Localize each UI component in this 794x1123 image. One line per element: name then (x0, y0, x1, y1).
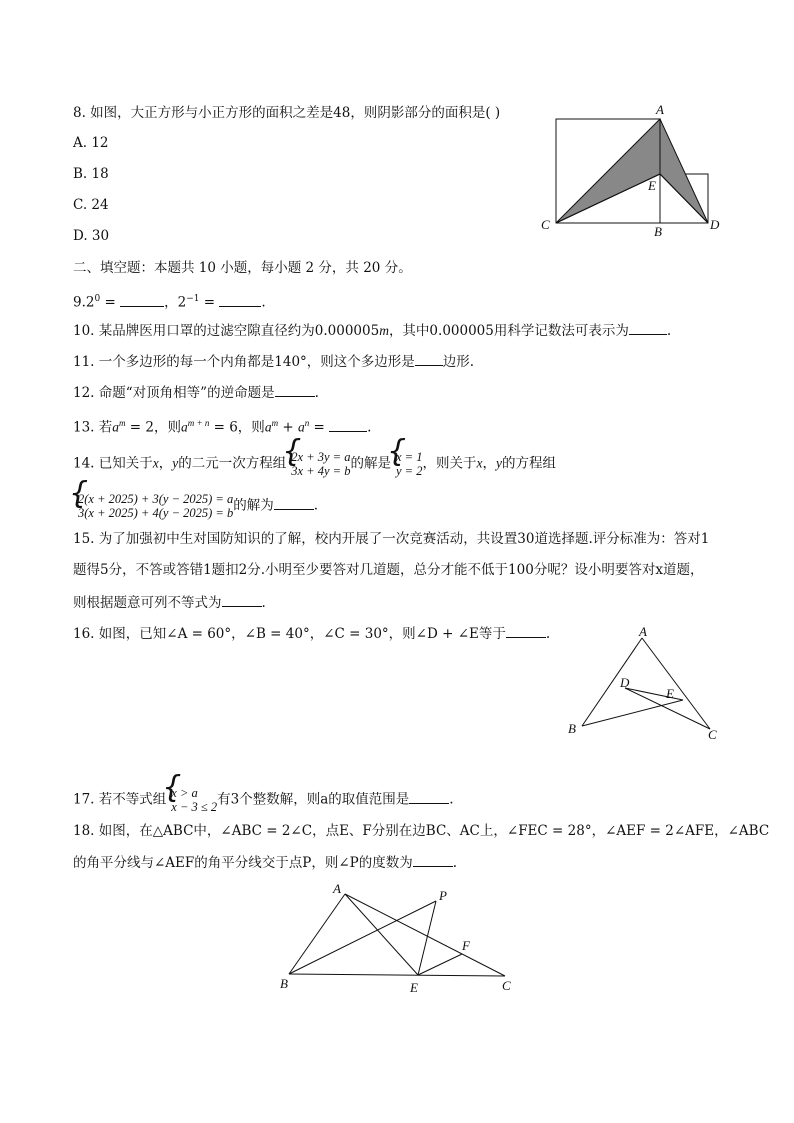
q14-y: y (172, 455, 179, 471)
q8-option-c: C. 24 (73, 197, 109, 213)
q13-a4: a (297, 419, 305, 435)
q13-p6: + (278, 419, 298, 436)
q13-a2: a (181, 419, 188, 435)
q18-end: . (452, 855, 458, 871)
q8-option-b: B. 18 (73, 166, 109, 182)
q13-a1: a (112, 419, 120, 435)
q14-sys1-line2: 3x + 4y = b (291, 464, 351, 478)
q18-line2 (73, 853, 457, 872)
q17-sys-line2: x − 3 ≤ 2 (171, 800, 218, 814)
q16-blank[interactable] (506, 624, 546, 638)
q17-blank[interactable] (409, 790, 449, 804)
q14-line2 (73, 492, 318, 520)
q16-label-d: D (620, 675, 630, 690)
q11-rest: 边形. (442, 354, 475, 370)
q16-label-e: E (666, 686, 674, 701)
q16-label-c: C (708, 727, 717, 742)
q11-text: 11. 一个多边形的每一个内角都是140°，则这个多边形是 (73, 354, 415, 370)
q9-eq-a: = (100, 294, 121, 311)
q14-y-2: y (495, 455, 502, 471)
q15-blank[interactable] (222, 593, 262, 607)
q14-pre: 14. 已知关于 (73, 455, 153, 472)
q13 (73, 414, 371, 437)
q12-end: . (314, 385, 319, 401)
q17-sys-line1: { x > a (171, 786, 198, 800)
q18-line2-text: 的角平分线与∠AEF的角平分线交于点P，则∠P的度数为 (73, 855, 413, 871)
q16-figure (560, 622, 730, 747)
q18-blank[interactable] (413, 853, 453, 867)
q9-num: 9. (73, 294, 86, 311)
q14-x: x (152, 455, 159, 471)
q15-line1: 15. 为了加强初中生对国防知识的了解，校内开展了一次竞赛活动，共设置30道选择题.评分标准为：答对1 (73, 531, 710, 547)
q14-system-2 (391, 450, 422, 478)
q16 (73, 624, 550, 643)
section-2-title: 二、填空题：本题共 10 小题，每小题 2 分，共 20 分。 (73, 260, 412, 276)
q16-text: 16. 如图，已知∠A = 60°，∠B = 40°，∠C = 30°，则∠D + ∠E等于 (73, 626, 506, 642)
q14-system-1 (286, 450, 350, 478)
q9-base-a: 2 (85, 294, 95, 311)
q14-blank[interactable] (274, 496, 314, 510)
q18-line1: 18. 如图，在△ABC中，∠ABC = 2∠C，点E、F分别在边BC、AC上，∠FEC = 28°，∠AEF = 2∠AFE，∠ABC (73, 823, 770, 839)
q10-blank[interactable] (629, 321, 667, 335)
q9-eq-b: = (199, 294, 220, 311)
q15-end: . (261, 595, 266, 611)
q16-label-a: A (639, 624, 647, 639)
q14-mid3: ，则关于 (422, 455, 477, 472)
q10-unit: m (379, 323, 389, 338)
q13-end: . (367, 419, 372, 436)
q14-mid4: 的方程组 (501, 455, 556, 472)
q14-sys3-line2: 3(x + 2025) + 4(y − 2025) = b (78, 506, 234, 520)
q8-label-d: D (710, 217, 720, 232)
q11 (73, 352, 474, 371)
q17-post: 有3个整数解，则a的取值范围是 (217, 791, 410, 808)
q13-a4-exp: n (304, 418, 310, 428)
q9-sep: ， (164, 294, 178, 311)
q14-comma: ， (158, 455, 173, 472)
q8-option-a: A. 12 (73, 135, 109, 151)
q14-sys2-line1: { x = 1 (395, 450, 423, 464)
q16-end: . (545, 626, 551, 642)
q18-label-b: B (280, 976, 288, 991)
q17 (73, 786, 454, 814)
q17-end: . (449, 791, 454, 808)
q15-line3-text: 则根据题意可列不等式为 (73, 595, 222, 611)
q9-base-b: 2 (177, 294, 187, 311)
q14-x-2: x (476, 455, 483, 471)
q14-mid2: 的解是 (350, 455, 391, 472)
q14-mid: 的二元一次方程组 (178, 455, 287, 472)
q9-exp-a: 0 (94, 294, 101, 304)
q14-line1 (73, 450, 556, 478)
q17-system (166, 786, 217, 814)
q9-blank-1[interactable] (120, 293, 164, 307)
q9-blank-2[interactable] (219, 293, 261, 307)
q14-end: . (313, 497, 319, 514)
q9 (73, 290, 266, 312)
q15-line2: 题得5分，不答或答错1题扣2分.小明至少要答对几道题，总分才能不低于100分呢？设小明要答对x道题， (73, 562, 704, 578)
q8-label-b: B (654, 224, 662, 239)
q18-label-c: C (502, 978, 511, 993)
q14-sys2-line2: y = 2 (395, 464, 423, 478)
q9-end: . (261, 294, 266, 311)
q13-p2: = 2，则 (125, 419, 181, 436)
q10 (73, 321, 671, 340)
q18-label-a: A (333, 881, 341, 896)
q13-a3: a (264, 419, 272, 435)
q13-text: 13. 若 (73, 419, 113, 436)
q13-blank[interactable] (329, 418, 367, 432)
q18-label-p: P (439, 888, 447, 903)
q8-label-e: E (648, 178, 656, 193)
q11-blank[interactable] (415, 352, 443, 366)
q13-a1-exp: m (119, 418, 126, 428)
q8-label-a: A (656, 102, 664, 117)
q13-a2-exp: m + n (187, 418, 210, 428)
q10-text: 10. 某品牌医用口罩的过滤空隙直径约为0.000005 (73, 323, 380, 339)
q8-figure (540, 100, 730, 240)
q13-a3-exp: m (271, 418, 279, 428)
q10-end: . (666, 323, 672, 339)
q14-sys3-line1: { 2(x + 2025) + 3(y − 2025) = a (78, 492, 234, 506)
q12 (73, 383, 319, 402)
q9-exp-b: −1 (186, 294, 200, 304)
q13-p8: = (309, 419, 330, 436)
q12-blank[interactable] (275, 383, 315, 397)
q14-comma-2: ， (482, 455, 496, 472)
q8-stem: 8. 如图，大正方形与小正方形的面积之差是48，则阴影部分的面积是( ) (73, 105, 501, 121)
q18-figure (275, 878, 525, 1003)
q18-label-f: F (462, 938, 470, 953)
q16-label-b: B (568, 721, 576, 736)
q18-label-e: E (410, 980, 418, 995)
q8-option-d: D. 30 (73, 228, 110, 244)
q15-line3 (73, 593, 266, 612)
q8-label-c: C (541, 217, 550, 232)
q14-system-3 (73, 492, 233, 520)
q17-pre: 17. 若不等式组 (73, 791, 167, 808)
q10-rest: ，其中0.000005用科学记数法可表示为 (388, 323, 629, 339)
q14-tail: 的解为 (233, 497, 274, 514)
q13-p4: = 6，则 (209, 419, 265, 436)
q12-text: 12. 命题“对顶角相等”的逆命题是 (73, 385, 275, 401)
q14-sys1-line1: { 2x + 3y = a (291, 450, 351, 464)
